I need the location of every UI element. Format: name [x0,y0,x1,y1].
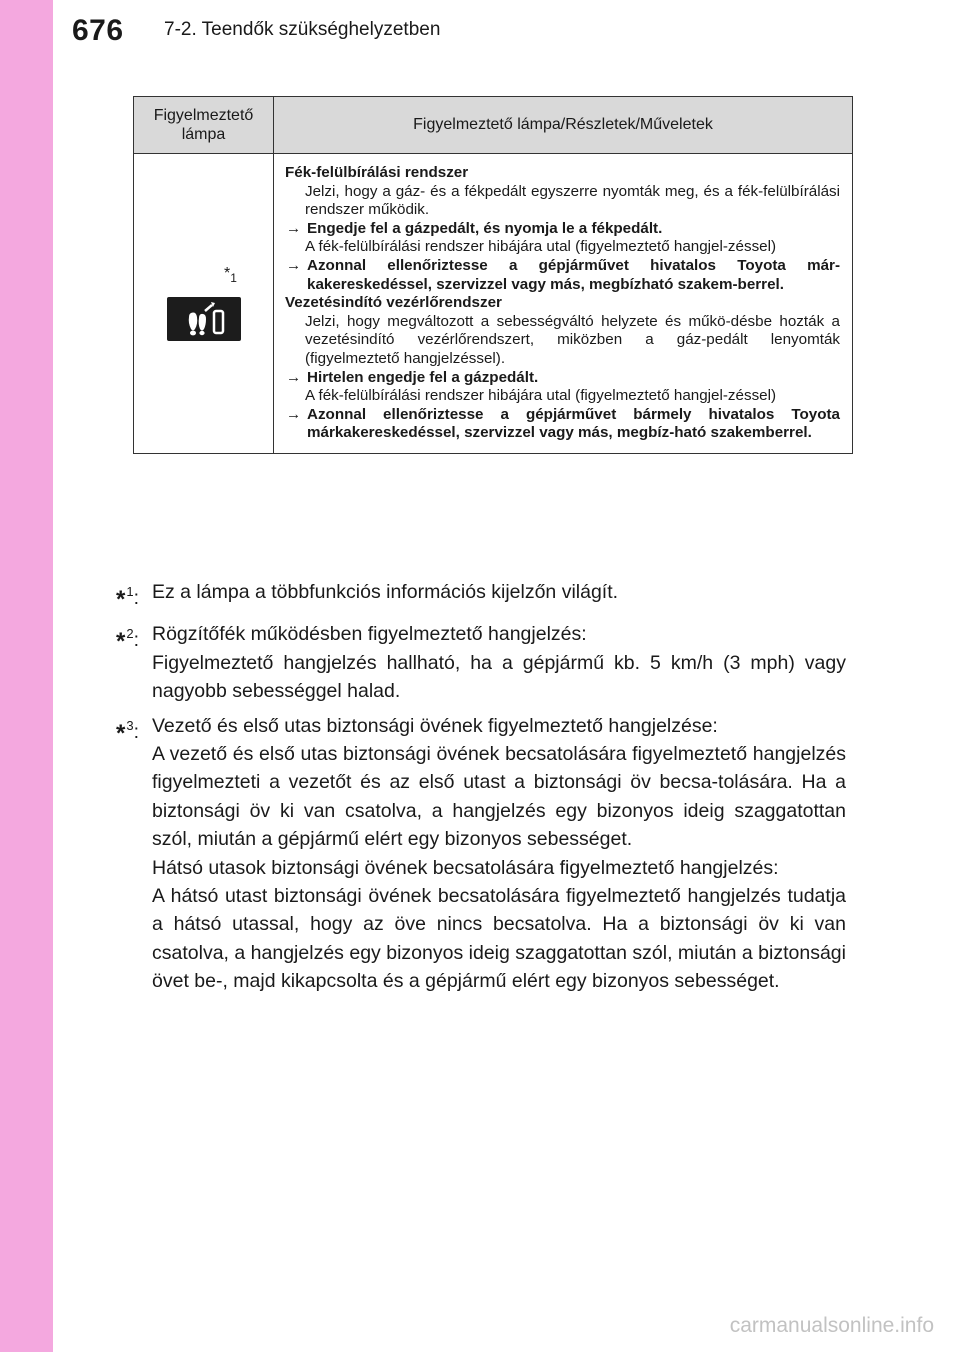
brake-override-malfunction-text: A fék-felülbírálási rendszer hibájára utal (figyelmeztető hangjel-zéssel) [305,238,777,256]
drive-start-control-malfunction-text: A fék-felülbírálási rendszer hibájára utal (figyelmeztető hangjel-zéssel) [305,387,777,405]
table-row [134,154,853,454]
details-cell [274,154,853,454]
footnote-1 [116,578,846,614]
footnote-text-rear: A hátsó utast biztonsági övének becsatolására figyelmeztető hangjelzés tudatja a hátsó utassal, hogy az öve nincs becsatolva. Ha a biztonsági öv ki van csatolva, a hangjelzés egy bizonyos ideig szaggatottan szól, miután a biztonsági övet be-, majd kikapcsolta és a gépjármű elért egy bizonyos sebességet. [152,885,846,993]
arrow-icon: → [286,405,302,423]
drive-start-control-action-1: → Hirtelen engedje fel a gázpedált. [286,368,539,386]
footnote-text: Ez a lámpa a többfunkciós információs kijelzőn világít. [152,581,619,603]
lamp-cell [134,154,274,454]
lamp-footnote-mark: *$^1$ [224,265,237,286]
arrow-icon: → [286,219,302,237]
arrow-icon: → [286,368,302,386]
footnotes [116,578,846,1002]
column-header-lamp: Figyelmeztető lámpa [134,97,274,154]
footnote-title: Vezető és első utas biztonsági övének figyelmeztető hangjelzése: [152,714,718,737]
section-title: 7-2. Teendők szükséghelyzetben [164,19,441,40]
brake-override-heading: Fék-felülbírálási rendszer [285,164,469,181]
page-number: 676 [72,14,124,47]
arrow-icon: → [286,256,302,274]
drive-start-control-action-2: → Azonnal ellenőriztesse a gépjárművet bármely hivatalos Toyota márkakereskedéssel, szervizzel vagy más, megbíz-ható szakemberrel. [286,405,840,442]
footnote-2 [116,620,846,705]
table-header-row [134,97,853,154]
brake-override-action-2: → Azonnal ellenőriztesse a gépjárművet hivatalos Toyota már-kakereskedéssel, szervizzel vagy más, megbízható szakem-berrel. [286,256,840,293]
footnote-3 [116,712,846,996]
brake-override-warning-icon [167,297,241,341]
watermark: carmanualsonline.info [729,1314,934,1337]
brake-override-action-1: → Engedje fel a gázpedált, és nyomja le a fékpedált. [286,219,663,237]
drive-start-control-heading: Vezetésindító vezérlőrendszer [285,294,502,312]
footnote-text: Figyelmeztető hangjelzés hallható, ha a gépjármű kb. 5 km/h (3 mph) vagy nagyobb sebességgel halad. [152,651,846,703]
footnote-marker: *$^1$: [116,584,139,613]
footnote-title: Rögzítőfék működésben figyelmeztető hangjelzés: [152,623,587,646]
drive-start-control-description: Jelzi, hogy megváltozott a sebességváltó helyzete és műkö-désbe hozták a vezetésindító vezérlőrendszert, miközben a gáz-pedált lenyomták (figyelmeztető hangjelzéssel). [305,312,840,367]
footnote-marker: *$^3$: [116,717,139,747]
column-header-details: Figyelmeztető lámpa/Részletek/Műveletek [274,97,853,154]
warning-lamp-table [133,96,853,454]
footnote-text: A vezető és első utas biztonsági övének becsatolására figyelmeztető hangjelzés figyelmezteti a vezetőt és az első utast a biztonsági öv becsa-tolására. Ha a biztonsági öv ki van csatolva, a hangjelzés egy bizonyos ideig szaggatottan szól, miután a gépjármű elért egy bizonyos sebességet. [152,743,846,851]
brake-override-description: Jelzi, hogy a gáz- és a fékpedált egyszerre nyomták meg, és a fék-felülbírálási rendszer működik. [305,182,840,219]
side-color-band [0,0,53,1352]
footnote-title-rear: Hátsó utasok biztonsági övének becsatolására figyelmeztető hangjelzés: [152,856,779,879]
footnote-marker: *$^2$: [116,626,139,656]
